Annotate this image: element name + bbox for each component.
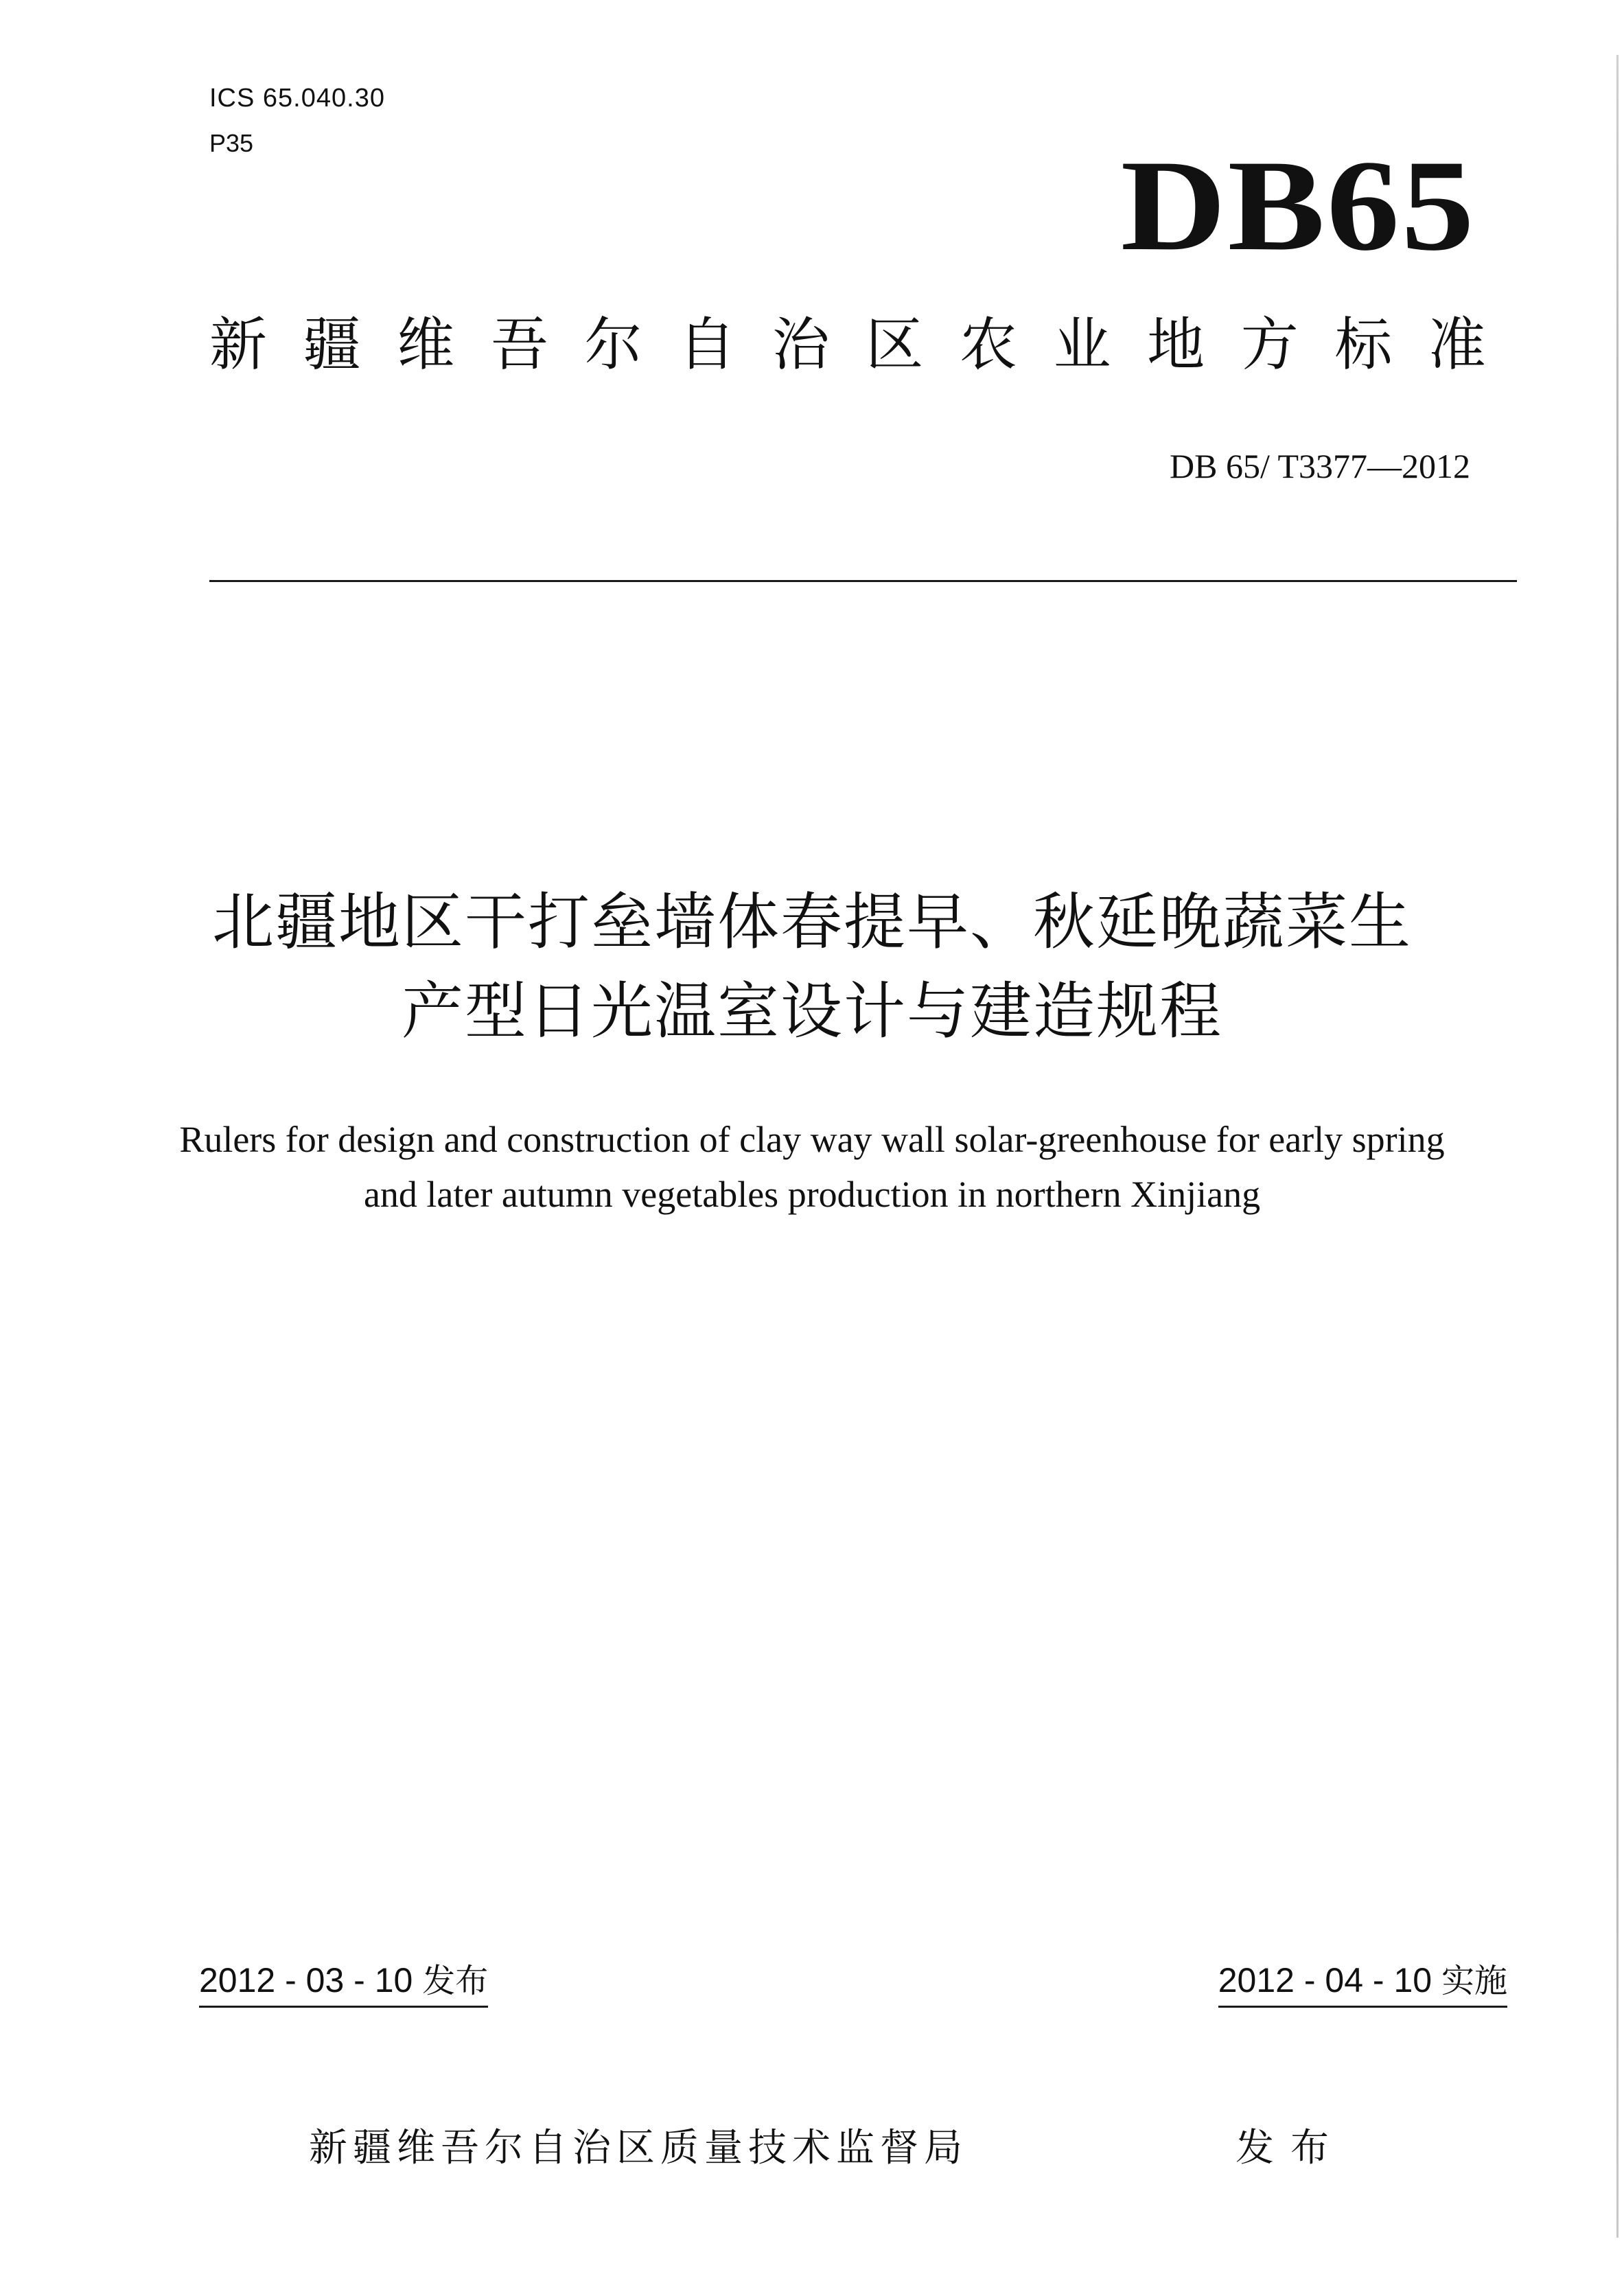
title-zh-line1: 北疆地区干打垒墙体春提早、秋延晚蔬菜生 [212,886,1412,958]
standard-type-char: 业 [1053,311,1111,378]
standard-type-char: 吾 [490,311,548,378]
implement-date-suffix: 实施 [1441,1962,1507,2000]
issue-date [199,1960,488,2008]
standard-logo: DB65 [1120,134,1476,278]
standard-type-char: 地 [1147,311,1205,378]
issue-date-value: 2012 - 03 - 10 [199,1961,413,1999]
standard-number: DB 65/ T3377—2012 [1170,447,1470,485]
implement-date [1218,1960,1507,2008]
standard-type-char: 自 [678,311,736,378]
implement-date-value: 2012 - 04 - 10 [1218,1961,1432,1999]
standard-type-char: 农 [959,311,1017,378]
classification-code: P35 [209,129,254,157]
standard-type-char: 区 [866,311,924,378]
standard-type-char: 新 [209,311,268,378]
title-en-line1: Rulers for design and construction of clay way wall solar-greenhouse for early spring [179,1119,1445,1160]
publisher: 新疆维吾尔自治区质量技术监督局 [309,2126,968,2170]
standard-type-char: 治 [772,311,830,378]
title-zh-line2: 产型日光温室设计与建造规程 [402,975,1222,1047]
header-divider [209,580,1517,582]
publish-word: 发布 [1236,2126,1345,2170]
standard-type-char: 方 [1240,311,1299,378]
ics-code: ICS 65.040.30 [209,84,385,113]
standard-type-char: 标 [1334,311,1393,378]
standard-type-char: 维 [397,311,455,378]
issue-date-suffix: 发布 [422,1962,489,2000]
standard-type-char: 疆 [303,311,361,378]
standard-type [209,311,1486,378]
scan-edge-line [1616,55,1619,2238]
standard-type-char: 准 [1428,311,1486,378]
title-en-line2: and later autumn vegetables production in northern Xinjiang [363,1174,1261,1215]
standard-type-char: 尔 [584,311,642,378]
